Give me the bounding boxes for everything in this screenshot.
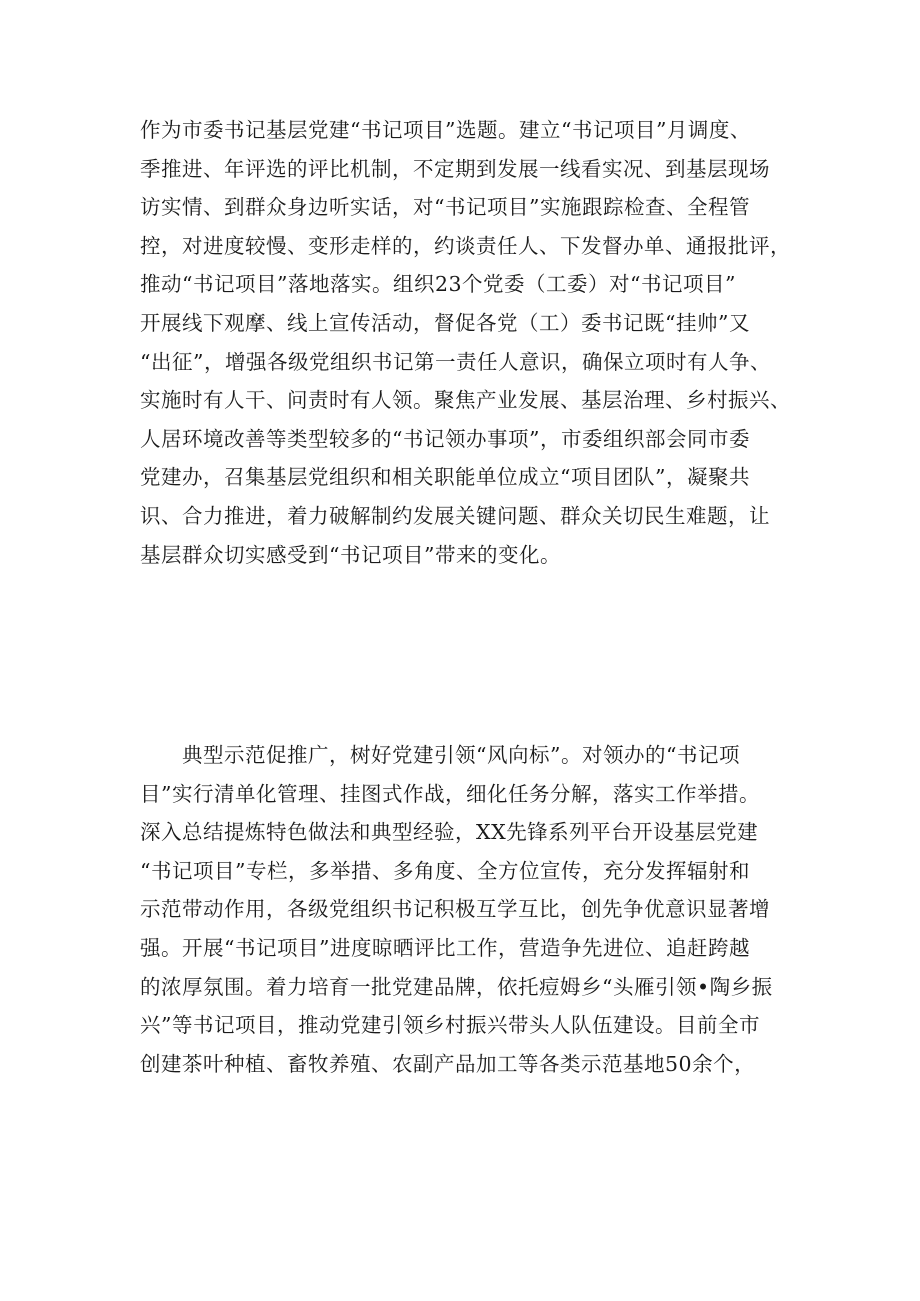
paragraph-1 [140, 111, 800, 574]
text-line: 典型示范促推广，树好党建引领“风向标”。对领办的“书记项 [140, 743, 740, 767]
text-line: 兴”等书记项目，推动党建引领乡村振兴带头人队伍建设。目前全市 [140, 1013, 760, 1038]
text-line: 季推进、年评选的评比机制，不定期到发展一线看实况、到基层现场 [140, 156, 770, 181]
text-line: 访实情、到群众身边听实话，对“书记项目”实施跟踪检查、全程管 [140, 195, 750, 220]
text-line: 党建办，召集基层党组织和相关职能单位成立“项目团队”，凝聚共 [140, 465, 750, 490]
paragraph-2 [140, 736, 800, 1083]
text-line: 示范带动作用，各级党组织书记积极互学互比，创先争优意识显著增 [140, 897, 770, 922]
text-line: 实施时有人干、问责时有人领。聚焦产业发展、基层治理、乡村振兴、 [140, 388, 791, 413]
text-line: 开展线下观摩、线上宣传活动，督促各党（工）委书记既“挂帅”又 [140, 310, 750, 335]
text-line: “书记项目”专栏，多举措、多角度、全方位宣传，充分发挥辐射和 [140, 858, 750, 883]
text-line: 创建茶叶种植、畜牧养殖、农副产品加工等各类示范基地50余个， [140, 1051, 756, 1076]
text-line: 作为市委书记基层党建“书记项目”选题。建立“书记项目”月调度、 [140, 118, 751, 142]
text-line: 基层群众切实感受到“书记项目”带来的变化。 [140, 542, 561, 567]
text-line: 控，对进度较慢、变形走样的，约谈责任人、下发督办单、通报批评， [140, 233, 791, 258]
text-line: 深入总结提炼特色做法和典型经验，XX先锋系列平台开设基层党建 [140, 820, 759, 845]
text-line: 目”实行清单化管理、挂图式作战，细化任务分解，落实工作举措。 [140, 781, 760, 806]
text-line: “出征”，增强各级党组织书记第一责任人意识，确保立项时有人争、 [140, 349, 771, 374]
text-line: 识、合力推进，着力破解制约发展关键问题、群众关切民生难题，让 [140, 503, 770, 528]
text-line: 强。开展“书记项目”进度晾晒评比工作，营造争先进位、追赶跨越 [140, 935, 750, 960]
text-line: 推动“书记项目”落地落实。组织23个党委（工委）对“书记项目” [140, 272, 737, 297]
text-line: 人居环境改善等类型较多的“书记领办事项”，市委组织部会同市委 [140, 426, 750, 451]
text-line: 的浓厚氛围。着力培育一批党建品牌，依托痘姆乡“头雁引领•陶乡振 [140, 974, 773, 999]
